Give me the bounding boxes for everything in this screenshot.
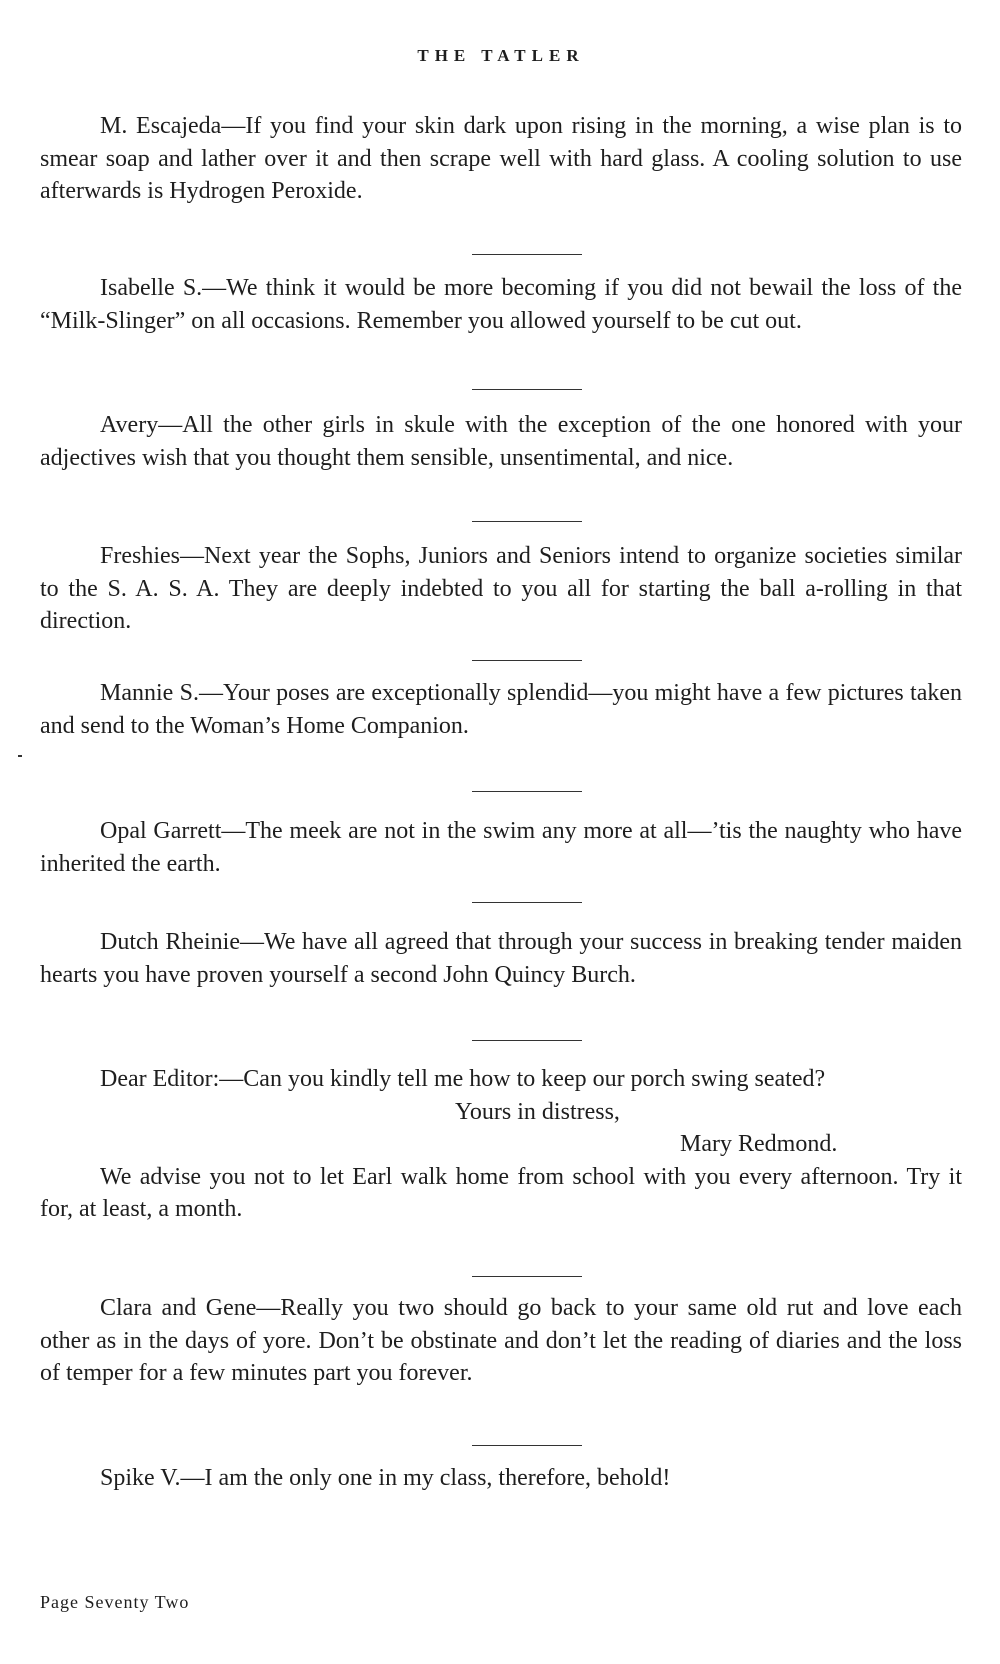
entry-text: Clara and Gene—Really you two should go back to your same old rut and love each other as in the days of yore. Don’t be obstinate and don’t let the reading of diaries and the loss of temper for a few minutes part you forever. (40, 1295, 962, 1386)
entry-escajeda (40, 110, 962, 208)
separator-rule (472, 521, 582, 522)
page (40, 0, 962, 1664)
entry-text: Freshies—Next year the Sophs, Juniors and Seniors intend to organize societies similar to the S. A. S. A. They are deeply indebted to you all for starting the ball a-rolling in that direction. (40, 543, 962, 634)
separator-rule (472, 902, 582, 903)
entry-text: Dutch Rheinie—We have all agreed that through your success in breaking tender maiden hearts you have proven yourself a second John Quincy Burch. (40, 929, 962, 988)
entry-isabelle (40, 272, 962, 337)
entry-text: Spike V.—I am the only one in my class, therefore, behold! (100, 1465, 671, 1491)
separator-rule (472, 389, 582, 390)
separator-rule (472, 1040, 582, 1041)
entry-text: M. Escajeda—If you find your skin dark upon rising in the morning, a wise plan is to smear soap and lather over it and then scrape well with hard glass. A cooling solution to use afterwards is Hydrogen Peroxide. (40, 113, 962, 204)
letter-closing: Yours in distress, (455, 1098, 620, 1125)
running-title: THE TATLER (417, 46, 585, 65)
entry-text: Mannie S.—Your poses are exceptionally splendid—you might have a few pictures taken and send to the Woman’s Home Companion. (40, 680, 962, 739)
entry-text: Dear Editor:—Can you kindly tell me how to keep our porch swing seated? (100, 1066, 826, 1092)
entry-text: Avery—All the other girls in skule with the exception of the one honored with your adjectives wish that you thought them sensible, unsentimental, and nice. (40, 412, 962, 471)
entry-opal (40, 815, 962, 880)
entry-spike (40, 1462, 962, 1495)
separator-rule (472, 254, 582, 255)
entry-avery (40, 409, 962, 474)
margin-mark (18, 755, 22, 757)
entry-clara-gene (40, 1292, 962, 1390)
entry-dutch (40, 926, 962, 991)
letter-signature: Mary Redmond. (680, 1131, 838, 1157)
separator-rule (472, 660, 582, 661)
separator-rule (472, 1276, 582, 1277)
separator-rule (472, 1445, 582, 1446)
entry-text: Isabelle S.—We think it would be more becoming if you did not bewail the loss of the “Milk-Slinger” on all occasions. Remember you allowed yourself to be cut out. (40, 275, 962, 334)
entry-mannie (40, 677, 962, 742)
entry-text: Opal Garrett—The meek are not in the swim any more at all—’tis the naughty who have inherited the earth. (40, 818, 962, 877)
page-number: Page Seventy Two (40, 1592, 190, 1612)
entry-dear-editor (40, 1063, 962, 1226)
entry-freshies (40, 540, 962, 638)
separator-rule (472, 791, 582, 792)
editor-reply: We advise you not to let Earl walk home from school with you every afternoon. Try it for, at least, a month. (40, 1163, 962, 1222)
